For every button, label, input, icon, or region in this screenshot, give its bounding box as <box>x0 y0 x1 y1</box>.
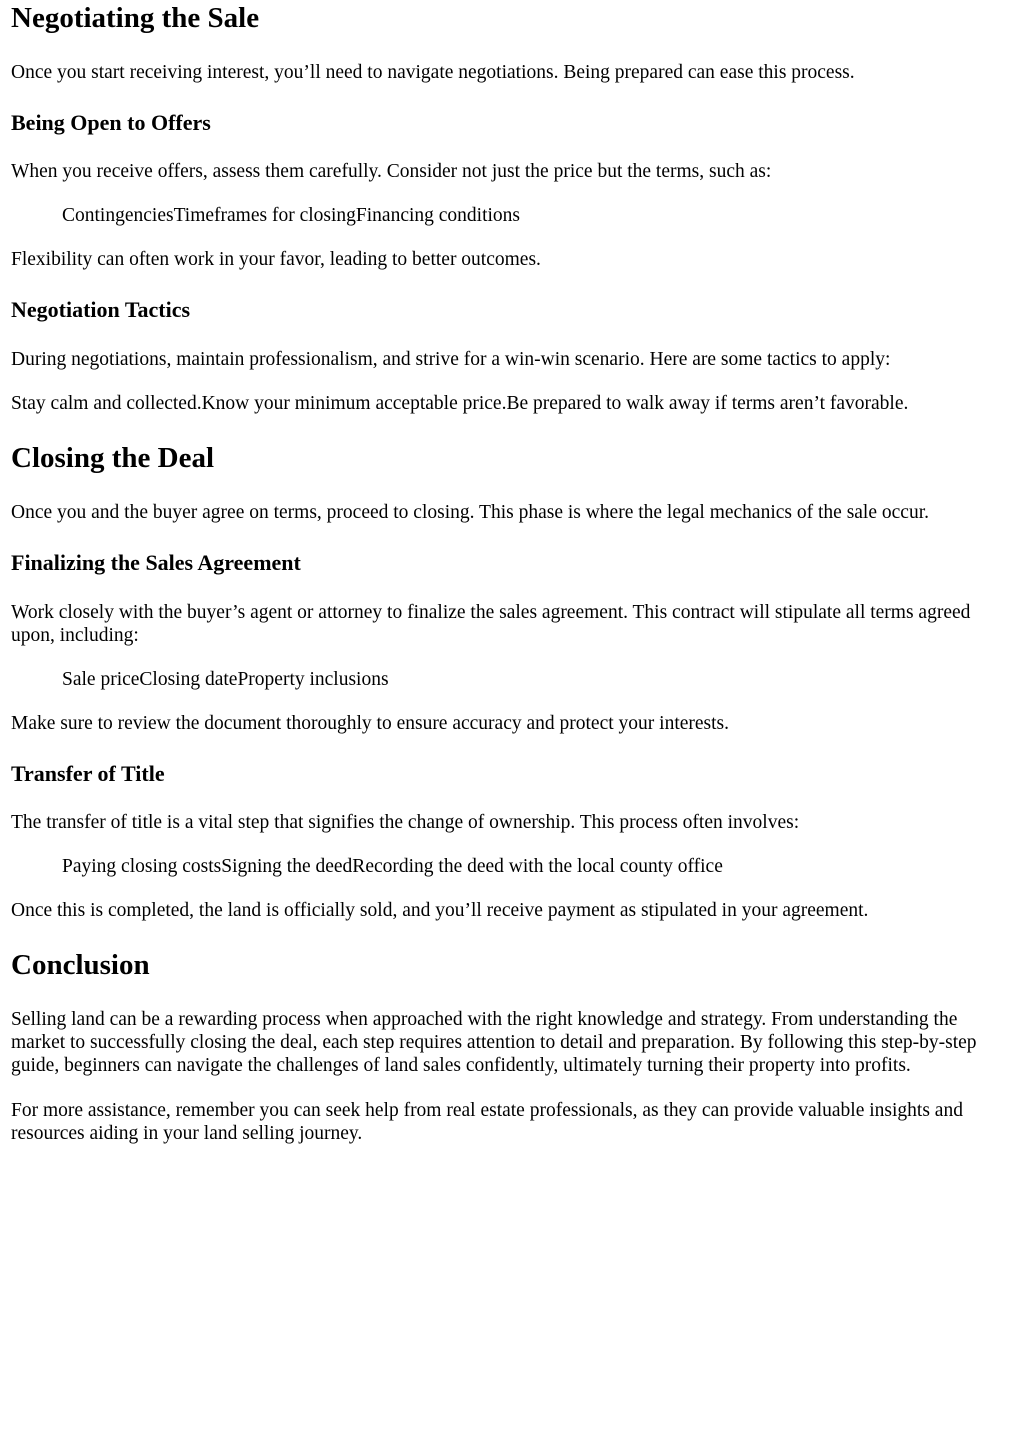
heading-negotiating-the-sale: Negotiating the Sale <box>11 2 260 34</box>
heading-closing-the-deal: Closing the Deal <box>11 442 214 474</box>
tactics-text: During negotiations, maintain professionalism, and strive for a win-win scenario. Here are some tactics to apply: <box>11 349 891 370</box>
open-offers-after: Flexibility can often work in your favor, leading to better outcomes. <box>11 249 541 270</box>
heading-being-open-to-offers: Being Open to Offers <box>11 110 211 135</box>
closing-intro: Once you and the buyer agree on terms, proceed to closing. This phase is where the legal mechanics of the sale occur. <box>11 502 929 523</box>
heading-finalizing-the-sales-agreement: Finalizing the Sales Agreement <box>11 550 301 575</box>
agreement-after: Make sure to review the document thoroughly to ensure accuracy and protect your interests. <box>11 713 730 734</box>
title-transfer-after: Once this is completed, the land is officially sold, and you’ll receive payment as stipulated in your agreement. <box>11 900 869 921</box>
tactics-list: Stay calm and collected.Know your minimum acceptable price.Be prepared to walk away if terms aren’t favorable. <box>11 393 909 414</box>
open-offers-text: When you receive offers, assess them carefully. Consider not just the price but the terms, such as: <box>11 161 772 182</box>
heading-transfer-of-title: Transfer of Title <box>11 761 165 786</box>
heading-conclusion: Conclusion <box>11 949 150 981</box>
title-transfer-text: The transfer of title is a vital step that signifies the change of ownership. This process often involves: <box>11 812 800 833</box>
conclusion-paragraph-1: Selling land can be a rewarding process when approached with the right knowledge and strategy. From understanding the market to successfully closing the deal, each step requires attention to detail and preparation. By following this step-by-step guide, beginners can navigate the challenges of land sales confidently, ultimately turning their property into profits. <box>11 1009 977 1076</box>
agreement-list: Sale priceClosing dateProperty inclusions <box>62 669 389 690</box>
heading-negotiation-tactics: Negotiation Tactics <box>11 297 191 322</box>
negotiating-intro: Once you start receiving interest, you’ll need to navigate negotiations. Being prepared can ease this process. <box>11 62 855 83</box>
agreement-text: Work closely with the buyer’s agent or attorney to finalize the sales agreement. This contract will stipulate all terms agreed upon, including: <box>11 602 971 646</box>
conclusion-paragraph-2: For more assistance, remember you can seek help from real estate professionals, as they can provide valuable insights and resources aiding in your land selling journey. <box>11 1100 963 1144</box>
title-transfer-list: Paying closing costsSigning the deedRecording the deed with the local county office <box>62 856 723 877</box>
open-offers-list: ContingenciesTimeframes for closingFinancing conditions <box>62 205 521 226</box>
